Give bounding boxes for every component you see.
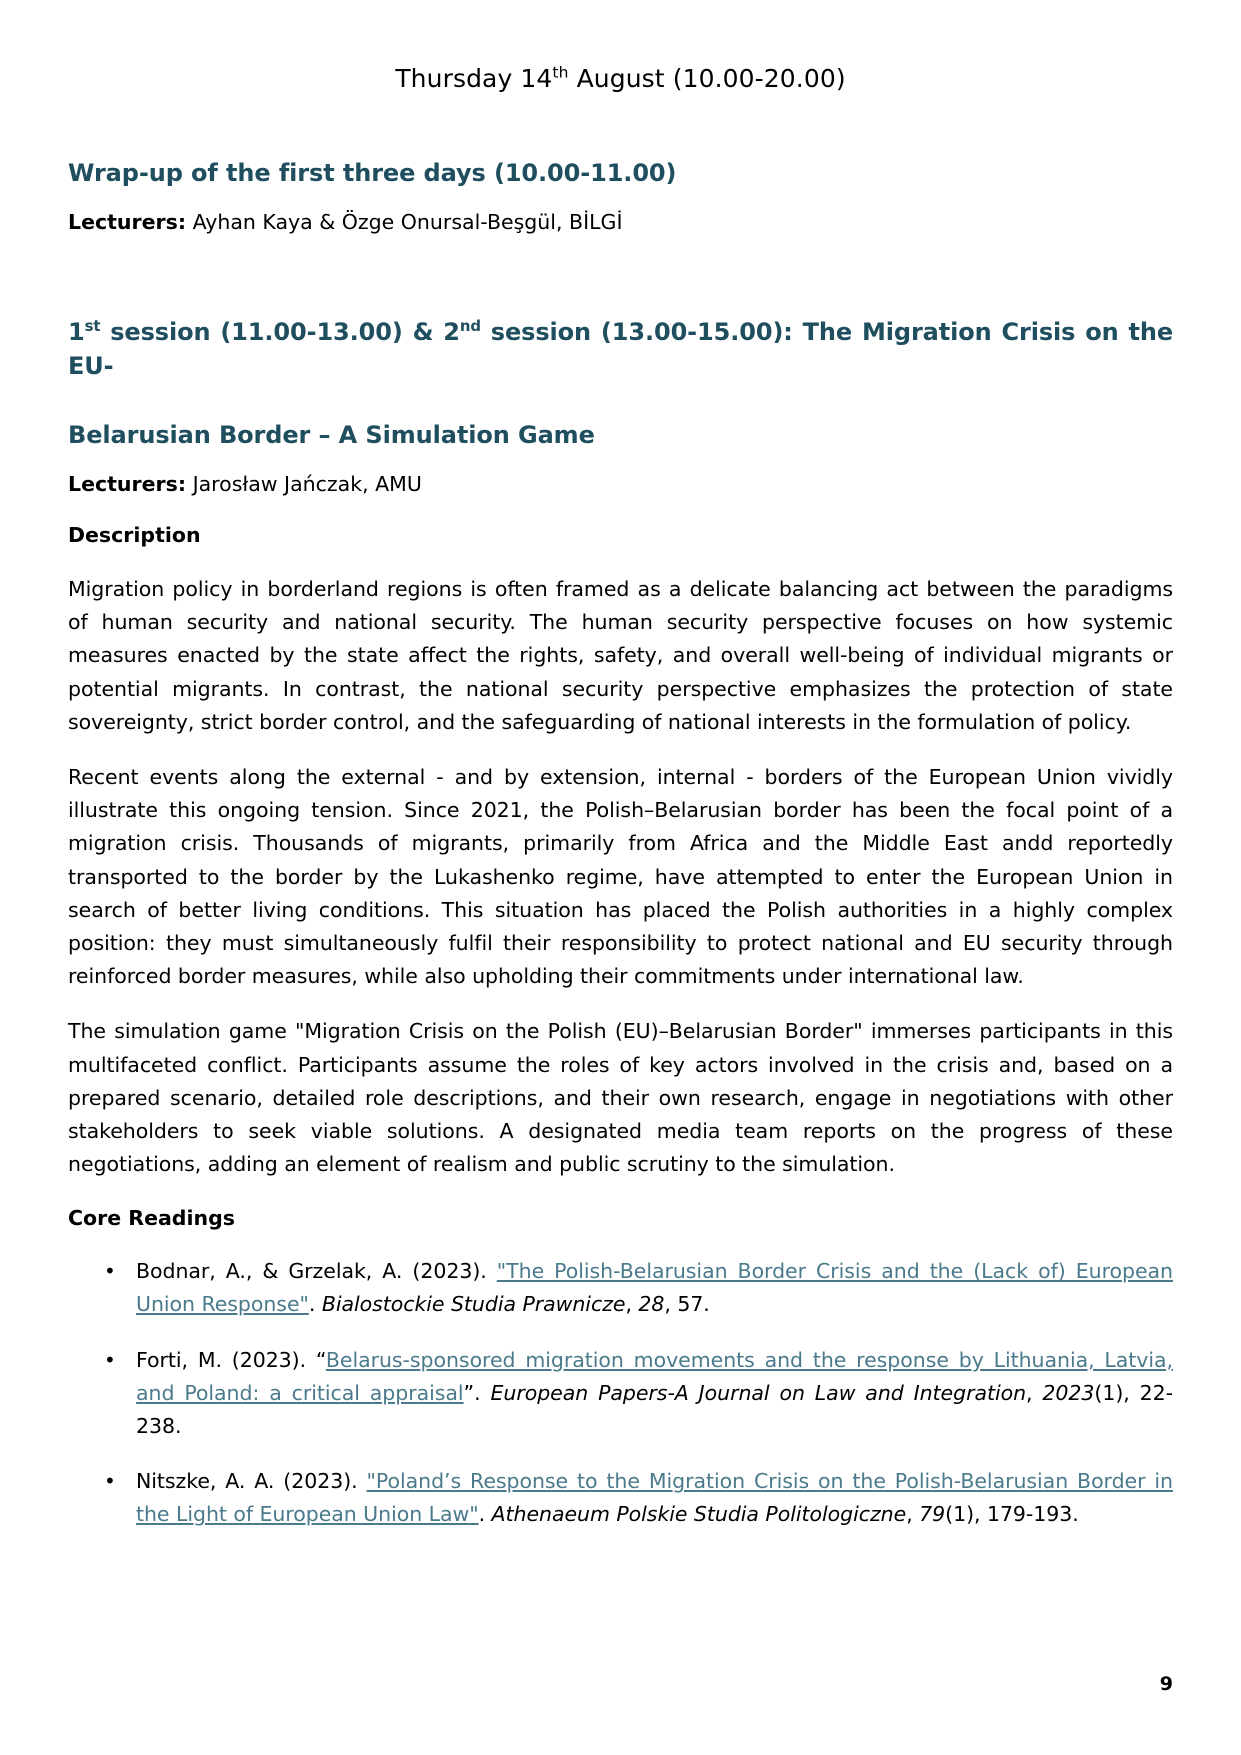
reading-author-year: Bodnar, A., & Grzelak, A. (2023). [136, 1259, 497, 1284]
ordinal-second-suffix: nd [459, 317, 481, 336]
reading-comma: , [1026, 1380, 1043, 1405]
section-heading-wrapup: Wrap-up of the first three days (10.00-11.00) [68, 158, 677, 187]
heading-segment-3: session (13.00-15.00): The Migration Crisis on the EU- [68, 318, 1173, 381]
heading-segment-2: session (11.00-13.00) & 2 [100, 318, 460, 347]
core-readings-list [68, 1255, 1173, 1531]
reading-link[interactable]: Belarus-sponsored migration movements and the response by Lithuania, Latvia, and Poland: a critical appraisal [136, 1347, 1173, 1405]
page-title-text-after: August (10.00-20.00) [568, 64, 846, 93]
list-item [68, 1465, 1173, 1531]
spacer [68, 499, 1173, 521]
bullet-icon: • [104, 1347, 116, 1372]
spacer [68, 96, 1173, 156]
reading-author-year: Nitszke, A. A. (2023). [136, 1469, 367, 1494]
reading-volume: 2023 [1042, 1380, 1095, 1405]
description-label: Description [68, 523, 201, 548]
reading-separator: ”. [463, 1380, 491, 1405]
description-paragraph-1: Migration policy in borderland regions is often framed as a delicate balancing act between the paradigms of human security and national security. The human security perspective focuses on how systemic measures enacted by the state affect the rights, safety, and overall well-being of individual migrants or potential migrants. In contrast, the national security perspective emphasizes the protection of state sovereignty, strict border control, and the safeguarding of national interests in the formulation of policy. [68, 577, 1173, 734]
section-heading-simulation-game [68, 315, 1173, 451]
spacer [68, 297, 1173, 315]
spacer [68, 452, 1173, 470]
reading-journal: Bialostockie Studia Prawnicze [321, 1292, 626, 1317]
bullet-icon: • [104, 1259, 116, 1284]
page-title-ordinal-suffix: th [552, 63, 569, 82]
page-title [68, 0, 1173, 96]
description-paragraph-2: Recent events along the external - and by extension, internal - borders of the European Union vividly illustrate this ongoing tension. Since 2021, the Polish–Belarusian border has been the focal point of a migration crisis. Thousands of migrants, primarily from Africa and the Middle East andd reportedly transported to the border by the Lukashenko regime, have attempted to enter the European Union in search of better living conditions. This situation has placed the Polish authorities in a highly complex position: they must simultaneously fulfil their responsibility to protect national and EU security through reinforced border measures, while also upholding their commitments under international law. [68, 765, 1173, 989]
reading-comma: , [906, 1502, 920, 1527]
spacer [68, 1233, 1173, 1255]
description-paragraph-3: The simulation game "Migration Crisis on the Polish (EU)–Belarusian Border" immerses participants in this multifaceted conflict. Participants assume the roles of key actors involved in the crisis and, based on a prepared scenario, detailed role descriptions, and their own research, engage in negotiations with other stakeholders to seek viable solutions. A designated media team reports on the progress of these negotiations, adding an element of realism and public scrutiny to the simulation. [68, 1019, 1173, 1177]
reading-journal: Athenaeum Polskie Studia Politologiczne [491, 1502, 907, 1527]
spacer [68, 739, 1173, 761]
list-item [68, 1344, 1173, 1444]
spacer [68, 190, 1173, 208]
reading-pages: (1), 179-193. [945, 1502, 1079, 1527]
lecturers-label: Lecturers: [68, 471, 187, 496]
spacer [68, 993, 1173, 1015]
reading-volume: 28 [638, 1292, 665, 1317]
bullet-icon: • [104, 1469, 116, 1494]
ordinal-first-suffix: st [84, 317, 101, 336]
reading-separator: . [308, 1292, 322, 1317]
page-title-text-before: Thursday 14 [395, 64, 553, 93]
lecturers-value: Jarosław Jańczak, AMU [186, 471, 422, 496]
lecturers-line-simulation [68, 470, 1173, 500]
reading-comma: , [625, 1292, 639, 1317]
page-number: 9 [1159, 1673, 1173, 1695]
spacer [68, 1182, 1173, 1204]
reading-link[interactable]: "Poland’s Response to the Migration Crisis on the Polish-Belarusian Border in the Light of European Union Law" [136, 1469, 1173, 1527]
reading-pages: (1), 22-238. [136, 1380, 1173, 1439]
reading-separator: . [478, 1502, 492, 1527]
section-heading-line-1 [68, 315, 1173, 417]
reading-author-year: Forti, M. (2023). “ [136, 1347, 326, 1372]
reading-journal: European Papers-A Journal on Law and Integration [490, 1380, 1027, 1405]
lecturers-line-wrapup [68, 208, 1173, 238]
lecturers-label: Lecturers: [68, 209, 187, 234]
list-item [68, 1255, 1173, 1321]
lecturers-value: Ayhan Kaya & Özge Onursal-Beşgül, BİLGİ [186, 209, 623, 234]
core-readings-label: Core Readings [68, 1205, 235, 1230]
reading-volume: 79 [919, 1502, 946, 1527]
reading-link[interactable]: "The Polish-Belarusian Border Crisis and the (Lack of) European Union Response" [136, 1259, 1174, 1317]
ordinal-first-number: 1 [68, 318, 85, 347]
reading-pages: , 57. [664, 1292, 710, 1317]
section-heading-line-2: Belarusian Border – A Simulation Game [68, 420, 595, 449]
spacer [68, 237, 1173, 297]
spacer [68, 551, 1173, 573]
